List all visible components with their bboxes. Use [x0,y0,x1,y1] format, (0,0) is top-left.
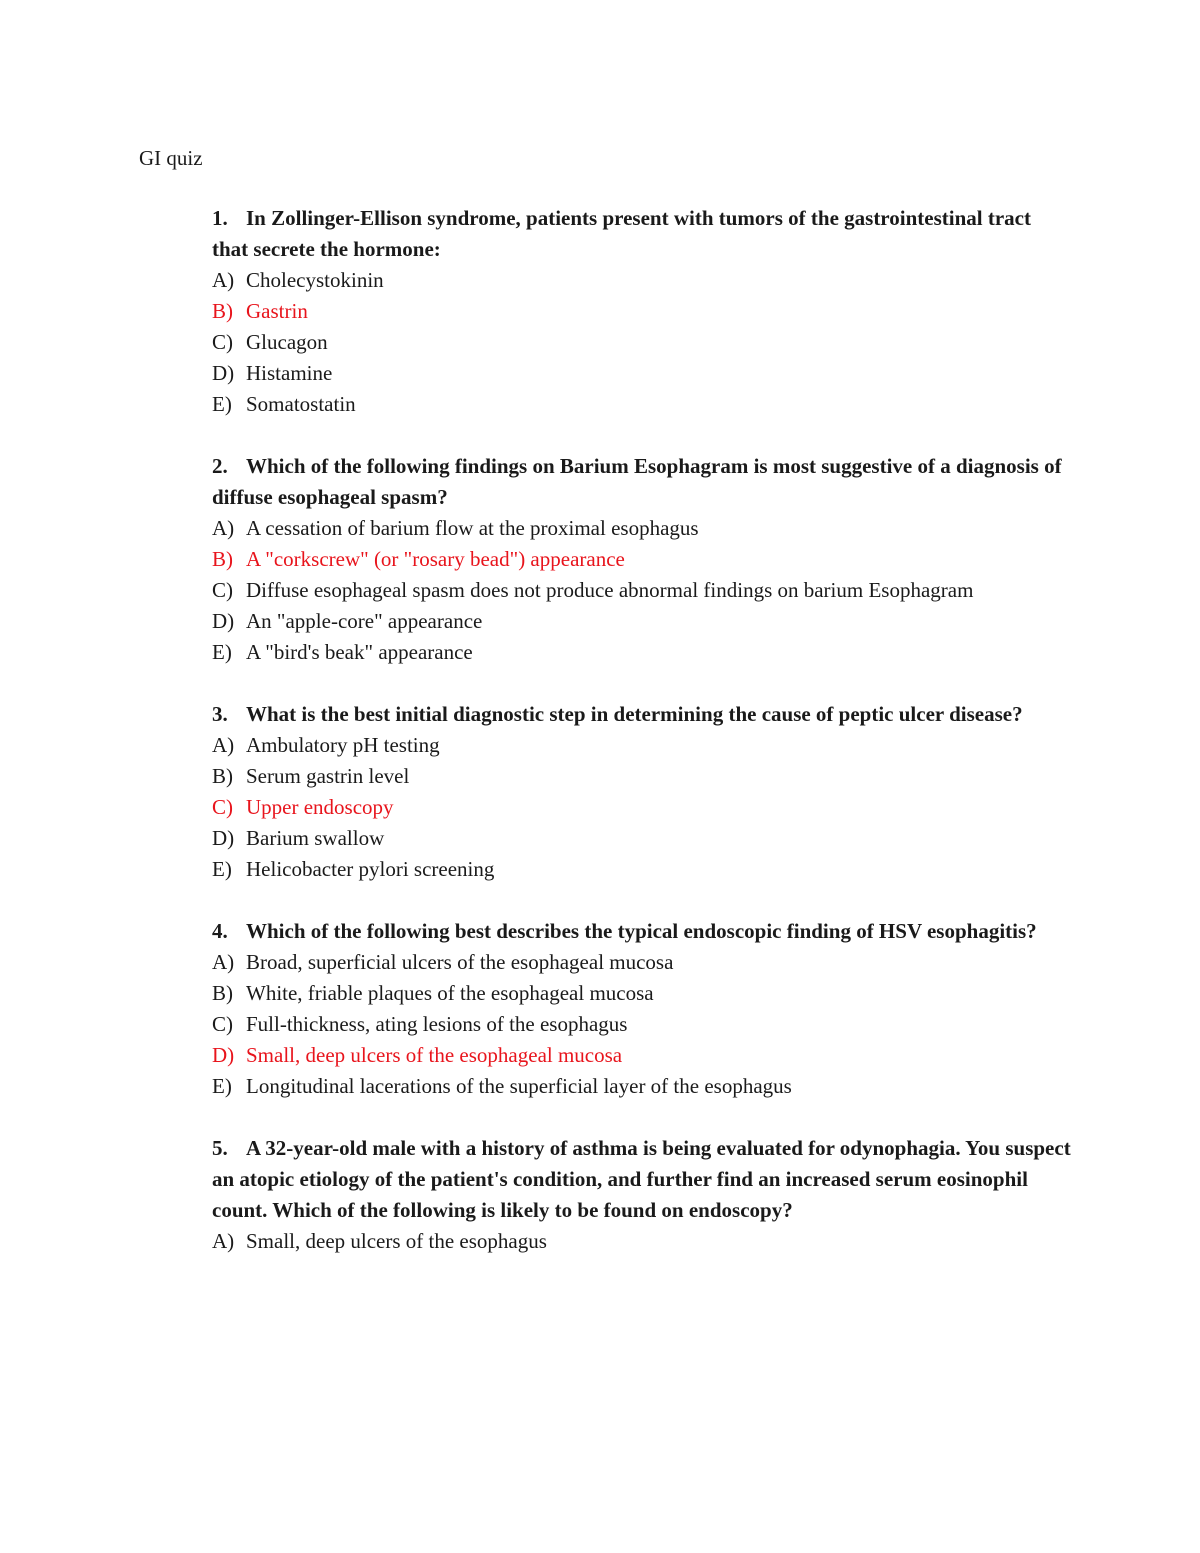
question-1 [212,203,1072,420]
option-letter: B) [212,981,233,1005]
option-text: Longitudinal lacerations of the superficial layer of the esophagus [246,1074,792,1098]
option-text: A cessation of barium flow at the proximal esophagus [246,516,699,540]
question-number: 1. [212,206,228,230]
option-letter: B) [212,764,233,788]
option-letter: C) [212,795,233,819]
answer-options [212,730,1072,885]
option-text: Barium swallow [246,826,385,850]
option-letter: A) [212,733,235,757]
question-2 [212,451,1072,668]
question-text: What is the best initial diagnostic step in determining the cause of peptic ulcer disease? [246,702,1023,726]
answer-option [212,978,1072,1009]
answer-option [212,265,1072,296]
answer-option [212,513,1072,544]
option-letter: D) [212,609,235,633]
answer-option [212,358,1072,389]
option-letter: A) [212,1229,235,1253]
option-text: Cholecystokinin [246,268,384,292]
question-text: Which of the following best describes the typical endoscopic finding of HSV esophagitis? [246,919,1037,943]
question-text: A 32-year-old male with a history of asthma is being evaluated for odynophagia. You suspect an atopic etiology of the patient's condition, and further find an increased serum eosinophil count. Which of the following is likely to be found on endoscopy? [212,1136,1071,1222]
option-text: Serum gastrin level [246,764,410,788]
answer-option [212,854,1072,885]
answer-option [212,575,1072,606]
answer-option [212,1071,1072,1102]
option-letter: C) [212,1012,233,1036]
option-letter: A) [212,268,235,292]
option-text: Small, deep ulcers of the esophagus [246,1229,547,1253]
option-letter: B) [212,299,233,323]
option-letter: D) [212,1043,235,1067]
option-letter: B) [212,547,233,571]
option-text: White, friable plaques of the esophageal mucosa [246,981,654,1005]
question-text: Which of the following findings on Barium Esophagram is most suggestive of a diagnosis of diffuse esophageal spasm? [212,454,1062,509]
answer-option [212,1009,1072,1040]
answer-options [212,513,1072,668]
option-text: A "corkscrew" (or "rosary bead") appearance [246,547,625,571]
option-text: Gastrin [246,299,308,323]
option-letter: E) [212,857,232,881]
answer-option [212,761,1072,792]
option-text: Glucagon [246,330,328,354]
answer-options [212,1226,1072,1257]
option-letter: A) [212,516,235,540]
question-4 [212,916,1072,1102]
question-stem [212,203,1072,265]
option-text: Diffuse esophageal spasm does not produce abnormal findings on barium Esophagram [246,578,974,602]
option-text: Broad, superficial ulcers of the esophageal mucosa [246,950,674,974]
option-text: Small, deep ulcers of the esophageal mucosa [246,1043,623,1067]
answer-options [212,947,1072,1102]
question-stem [212,916,1072,947]
question-stem [212,699,1072,730]
question-3 [212,699,1072,885]
answer-option [212,947,1072,978]
option-letter: A) [212,950,235,974]
answer-option [212,389,1072,420]
question-number: 4. [212,919,228,943]
option-letter: C) [212,578,233,602]
question-5 [212,1133,1072,1257]
question-text: In Zollinger-Ellison syndrome, patients present with tumors of the gastrointestinal tract that secrete the hormone: [212,206,1031,261]
question-stem [212,451,1072,513]
option-letter: D) [212,826,235,850]
answer-option-correct [212,792,1072,823]
answer-option [212,637,1072,668]
document-title: GI quiz [139,146,203,170]
option-text: Somatostatin [246,392,356,416]
answer-option [212,1226,1072,1257]
answer-options [212,265,1072,420]
option-text: Ambulatory pH testing [246,733,440,757]
option-text: Full-thickness, ating lesions of the esophagus [246,1012,628,1036]
option-text: Histamine [246,361,333,385]
answer-option [212,730,1072,761]
question-number: 2. [212,454,228,478]
question-number: 5. [212,1136,228,1160]
answer-option [212,606,1072,637]
option-text: An "apple-core" appearance [246,609,483,633]
option-text: Helicobacter pylori screening [246,857,495,881]
option-text: A "bird's beak" appearance [246,640,473,664]
option-letter: E) [212,392,232,416]
answer-option-correct [212,544,1072,575]
option-letter: C) [212,330,233,354]
option-letter: E) [212,640,232,664]
option-letter: E) [212,1074,232,1098]
question-number: 3. [212,702,228,726]
option-text: Upper endoscopy [246,795,394,819]
question-stem [212,1133,1072,1226]
answer-option [212,327,1072,358]
answer-option-correct [212,1040,1072,1071]
answer-option [212,823,1072,854]
answer-option-correct [212,296,1072,327]
question-list [212,203,1072,1288]
option-letter: D) [212,361,235,385]
